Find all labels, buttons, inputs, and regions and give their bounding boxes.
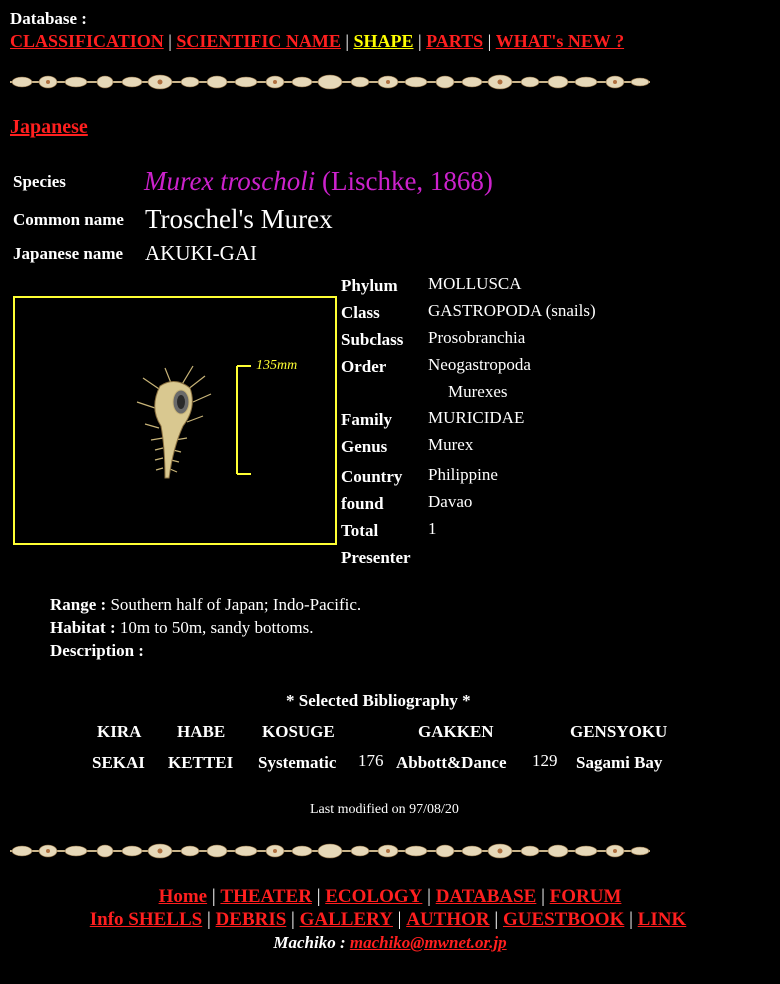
habitat-line xyxy=(50,618,314,638)
japanese-name-value: AKUKI-GAI xyxy=(145,241,257,265)
footer-link-link[interactable]: LINK xyxy=(637,909,687,930)
footer-separator: | xyxy=(541,886,545,907)
bib-sagami-bay: Sagami Bay xyxy=(576,753,663,772)
taxonomy-label: Phylum xyxy=(341,276,398,295)
footer-email-link[interactable]: machiko@mwnet.or.jp xyxy=(349,933,507,952)
taxonomy-label: Family xyxy=(341,410,392,429)
taxonomy-label: Class xyxy=(341,303,380,322)
taxonomy-value: Murexes xyxy=(448,382,508,401)
bib-gakken: GAKKEN xyxy=(418,722,494,741)
bib-kosuge: KOSUGE xyxy=(262,722,335,741)
footer-separator: | xyxy=(206,909,211,930)
bib-gensyoku: GENSYOKU xyxy=(570,722,668,741)
footer-theater-link[interactable]: THEATER xyxy=(220,886,312,907)
bib-abbott-dance: Abbott&Dance xyxy=(396,753,507,772)
footer-separator: | xyxy=(291,909,295,930)
footer-separator: | xyxy=(316,886,321,907)
taxonomy-value: MOLLUSCA xyxy=(428,274,522,293)
habitat-value: 10m to 50m, sandy bottoms. xyxy=(119,618,314,637)
species-author: (Lischke, 1868) xyxy=(321,166,493,196)
footer-nav-row1 xyxy=(0,886,780,908)
range-value: Southern half of Japan; Indo-Pacific. xyxy=(110,595,362,614)
japanese-name-label: Japanese name xyxy=(13,244,124,263)
species-name-italic: Murex troscholi xyxy=(144,166,316,196)
taxonomy-value: MURICIDAE xyxy=(428,408,525,427)
footer-guestbook-link[interactable]: GUESTBOOK xyxy=(502,909,625,930)
bib-abbott-page: 129 xyxy=(532,751,558,770)
bibliography-title: * Selected Bibliography * xyxy=(286,691,471,710)
taxonomy-label: Genus xyxy=(341,437,388,456)
taxonomy-label: found xyxy=(341,494,384,513)
footer-gallery-link[interactable]: GALLERY xyxy=(299,909,393,930)
taxonomy-value: Murex xyxy=(428,435,474,454)
footer-home-link[interactable]: Home xyxy=(158,886,208,907)
nav-separator: | xyxy=(345,31,349,51)
taxonomy-value: Philippine xyxy=(428,465,498,484)
range-line xyxy=(50,595,361,615)
bib-systematic-page: 176 xyxy=(358,751,384,770)
bib-habe: HABE xyxy=(177,722,226,741)
bib-systematic: Systematic xyxy=(258,753,337,772)
scale-label: 135mm xyxy=(256,358,298,373)
bib-kira: KIRA xyxy=(97,722,142,741)
top-nav xyxy=(10,31,624,52)
taxonomy-label: Country xyxy=(341,467,403,486)
taxonomy-value: Prosobranchia xyxy=(428,328,526,347)
footer-ecology-link[interactable]: ECOLOGY xyxy=(325,886,423,907)
nav-separator: | xyxy=(417,31,422,51)
nav-shape[interactable]: SHAPE xyxy=(353,31,414,51)
taxonomy-value: Neogastropoda xyxy=(428,355,531,374)
shell-photo xyxy=(15,298,335,543)
description-label: Description : xyxy=(50,641,144,660)
footer-debris-link[interactable]: DEBRIS xyxy=(215,909,287,930)
footer-author-label: Machiko : xyxy=(273,933,346,952)
bib-sekai: SEKAI xyxy=(92,753,145,772)
common-name-value: Troschel's Murex xyxy=(145,204,333,234)
nav-parts[interactable]: PARTS xyxy=(426,31,484,51)
common-name-label: Common name xyxy=(13,210,124,229)
footer-forum-link[interactable]: FORUM xyxy=(549,886,622,907)
footer-separator: | xyxy=(211,886,216,907)
nav-classification[interactable]: CLASSIFICATION xyxy=(10,31,164,51)
taxonomy-label: Presenter xyxy=(341,548,411,567)
taxonomy-value: Davao xyxy=(428,492,473,511)
taxonomy-value: GASTROPODA (snails) xyxy=(428,301,596,320)
taxonomy-value: 1 xyxy=(428,519,437,538)
taxonomy-label: Subclass xyxy=(341,330,404,349)
nav-separator: | xyxy=(168,31,172,51)
footer-separator: | xyxy=(494,909,499,930)
footer-info-shells-link[interactable]: Info SHELLS xyxy=(89,909,203,930)
footer-separator: | xyxy=(397,909,402,930)
footer-author-link[interactable]: AUTHOR xyxy=(406,909,490,930)
nav-scientific-name[interactable]: SCIENTIFIC NAME xyxy=(176,31,341,51)
footer-separator: | xyxy=(427,886,431,907)
last-modified: Last modified on 97/08/20 xyxy=(310,802,459,817)
habitat-label: Habitat : xyxy=(50,618,116,637)
nav-separator: | xyxy=(487,31,492,51)
bib-kettei: KETTEI xyxy=(168,753,234,772)
japanese-link[interactable]: Japanese xyxy=(10,116,88,138)
taxonomy-label: Total xyxy=(341,521,379,540)
taxonomy-label: Order xyxy=(341,357,387,376)
footer-database-link[interactable]: DATABASE xyxy=(435,886,537,907)
shell-divider-bottom xyxy=(10,842,650,860)
footer-separator: | xyxy=(629,909,633,930)
shell-photo-frame xyxy=(13,296,337,545)
footer-nav-row2 xyxy=(0,909,776,931)
species-name xyxy=(144,166,493,197)
shell-divider-top xyxy=(10,73,650,91)
species-label: Species xyxy=(13,172,66,191)
database-label: Database : xyxy=(10,9,87,28)
nav-whats-new[interactable]: WHAT's NEW ? xyxy=(495,31,625,51)
footer-author xyxy=(0,933,780,953)
range-label: Range : xyxy=(50,595,107,614)
